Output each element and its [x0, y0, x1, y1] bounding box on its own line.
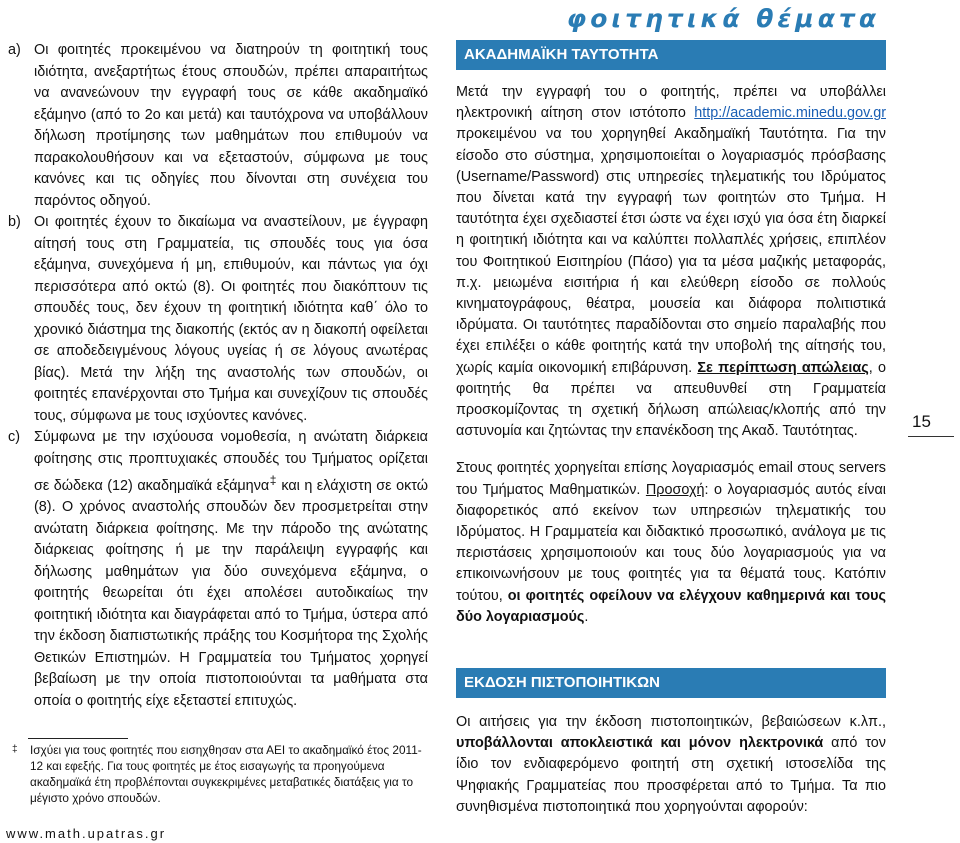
section-title: φοιτητικά θέματα — [566, 4, 880, 33]
list-item-text: Οι φοιτητές έχουν το δικαίωμα να αναστείλουν, με έγγραφη αίτησή τους στη Γραμματεία, τις σπουδές τους για όσα εξάμηνα, συνεχόμενα ή μη, επιθυμούν, και πάντως για όχι περισσότερα από οκτώ (8). Οι φοιτητές που διακόπτουν τις σπουδές τους, δεν έχουν τη φοιτητική ιδιότητα καθ΄ όλο το χρονικό διάστημα της διακοπής (εκτός αν η διακοπή οφείλεται σε αποδεδειγμένους λόγους υγείας ή σε λόγους ανωτέρας βίας). Μετά την λήξη της αναστολής των σπουδών, οι φοιτητές επανέρχονται στο Τμήμα και συνεχίζουν τις σπουδές τους, σύμφωνα με τους ισχύοντες κανόνες. — [34, 214, 428, 424]
text-part: : ο λογαριασμός αυτός είναι διαφορετικός από εκείνον των υπηρεσιών τηλεματικής του Ιδρύματος. Η Γραμματεία και διδακτικό προσωπικό, ανάλογα με τις περιστάσεις χρησιμοποιούν και τους δύο λογαριασμούς για να επικοινωνήσουν με τους φοιτητές για τα θέματά τους. Κατόπιν τούτου, — [456, 481, 886, 604]
footnote-divider — [28, 738, 128, 739]
footnote-reference[interactable]: ‡ — [269, 473, 277, 487]
section-heading-certificates: ΕΚΔΟΣΗ ΠΙΣΤΟΠΟΙΗΤΙΚΩΝ — [456, 668, 886, 698]
email-paragraph — [456, 458, 886, 628]
text-part: , ο φοιτητής θα πρέπει να απευθυνθεί στη Γραμματεία προσκομίζοντας τη σχετική δήλωση απώλειας/κλοπής από την αστυνομία και ζητώντας την επανέκδοση της Ακαδ. Ταυτότητας. — [456, 359, 886, 440]
text-part: Οι αιτήσεις για την έκδοση πιστοποιητικών, βεβαιώσεων κ.λπ., — [456, 714, 886, 731]
loss-emphasis: Σε περίπτωση απώλειας — [697, 359, 869, 376]
list-item-a — [8, 40, 428, 212]
electronic-emphasis: υποβάλλονται αποκλειστικά και μόνον ηλεκτρονικά — [456, 735, 824, 752]
footnote-marker: ‡ — [12, 744, 18, 755]
text-part: Σύμφωνα με την ισχύουσα νομοθεσία, η ανώτατη διάρκεια φοίτησης στις προπτυχιακές σπουδές του Τμήματος ορίζεται σε δώδεκα (12) ακαδημαϊκά εξάμηνα — [34, 429, 428, 494]
page-number: 15 — [912, 412, 931, 431]
text-part: προκειμένου να του χορηγηθεί Ακαδημαϊκή Ταυτότητα. Για την είσοδο στο σύστημα, χρησιμοποιείται ο λογαριασμός πρόσβασης (Username/Password) στις υπηρεσίες τηλεματικής του Ιδρύματος που δίνεται κατά την εγγραφή των φοιτητών στο Τμήμα. Η ταυτότητα έχει σχεδιαστεί έτσι ώστε να έχει ισχύ για όσα έτη διαρκεί η φοιτητική ιδιότητα και να καλύπτει πολλαπλές χρήσεις, επιπλέον του Φοιτητικού Εισιτηρίου (Πάσο) για τα μέσα μαζικής μεταφοράς, π.χ. μειωμένα εισιτήρια ή και ελεύθερη είσοδο σε πολλούς κινηματογράφους, θέατρα, μουσεία και διάφορα πολιτιστικά ιδρύματα. Οι ταυτότητες παραδίδονται στο σημείο παραλαβής που έχει επιλέξει ο κάθε φοιτητής κατά την υποβολή της αίτησής του, χωρίς καμία οικονομική επιβάρυνση. — [456, 126, 886, 376]
list-item-text — [34, 427, 428, 712]
left-column — [8, 40, 428, 712]
list-marker: b) — [8, 214, 21, 230]
text-part: από τον ίδιο τον ενδιαφερόμενο φοιτητή στη σχετική ιστοσελίδα της Ψηφιακής Γραμματείας που προσφέρεται από το Τμήμα. Τα πιο συνηθισμένα πιστοποιητικά που χορηγούνται αφορούν: — [456, 735, 886, 815]
footnote-text: Ισχύει για τους φοιτητές που εισηχθησαν στα ΑΕΙ το ακαδημαϊκό έτος 2011-12 και εφεξής. Για τους φοιτητές με έτος εισαγωγής τα προηγούμενα ακαδημαϊκά έτη προβλέπονται συγκεκριμένες μεταβατικές διατάξεις για το μέγιστο χρόνο σπουδών. — [30, 743, 422, 805]
right-column — [456, 40, 886, 818]
list-item-text: Οι φοιτητές προκειμένου να διατηρούν τη φοιτητική τους ιδιότητα, ανεξαρτήτως έτους σπουδών, πρέπει απαραιτήτως να ανανεώνουν την εγγραφή τους σε κάθε ακαδημαϊκό εξάμηνο (από το 2ο και μετά) και ταυτόχρονα να υποβάλλουν δήλωση προτίμησης των μαθημάτων που επιθυμούν να παρακολουθήσουν και να εξεταστούν, σύμφωνα με τους κανόνες και τις οδηγίες που δίνονται στη συνέχεια του παρόντος οδηγού. — [34, 42, 428, 209]
page-number-rule — [908, 436, 954, 437]
site-url: www.math.upatras.gr — [6, 826, 167, 841]
footnote — [12, 742, 432, 806]
list-marker: c) — [8, 429, 20, 445]
email-emphasis: οι φοιτητές οφείλουν να ελέγχουν καθημερινά και τους δύο λογαριασμούς — [456, 587, 886, 625]
list-marker: a) — [8, 42, 21, 58]
text-part: . — [584, 608, 589, 625]
text-part: Μετά την εγγραφή του ο φοιτητής, πρέπει να υποβάλλει ηλεκτρονική αίτηση στον ιστότοπο — [456, 84, 886, 122]
section-heading-academic-id: ΑΚΑΔΗΜΑΪΚΗ ΤΑΥΤΟΤΗΤΑ — [456, 40, 886, 70]
text-part: Στους φοιτητές χορηγείται επίσης λογαριασμός email στους servers του Τμήματος Μαθηματικών. — [456, 460, 886, 498]
certificates-paragraph — [456, 712, 886, 818]
academic-link[interactable]: http://academic.minedu.gov.gr — [694, 105, 886, 122]
list-item-b — [8, 212, 428, 427]
attention-label: Προσοχή — [645, 481, 705, 498]
list-item-c — [8, 427, 428, 712]
academic-id-paragraph — [456, 82, 886, 442]
text-part: και η ελάχιστη σε οκτώ (8). Ο χρόνος αναστολής σπουδών δεν προσμετρείται στην ανώτατη διάρκεια φοίτησης. Με την πάροδο της ανώτατης διάρκειας φοίτησης ή με την παράλειψη εγγραφής και δήλωσης μαθημάτων για δύο συνεχόμενα εξάμηνα, ο φοιτητής θεωρείται ότι έχει απολέσει αυτοδικαίως την φοιτητική ιδιότητα και διαγράφεται από το Τμήμα, ύστερα από την έκδοση διαπιστωτικής πράξης του Κοσμήτορα της Σχολής Θετικών Επιστημών. Η Γραμματεία του Τμήματος χορηγεί βεβαίωση με την οποία πιστοποιούνται τα μαθήματα στα οποία ο φοιτητής είχε εξεταστεί επιτυχώς. — [34, 477, 428, 709]
